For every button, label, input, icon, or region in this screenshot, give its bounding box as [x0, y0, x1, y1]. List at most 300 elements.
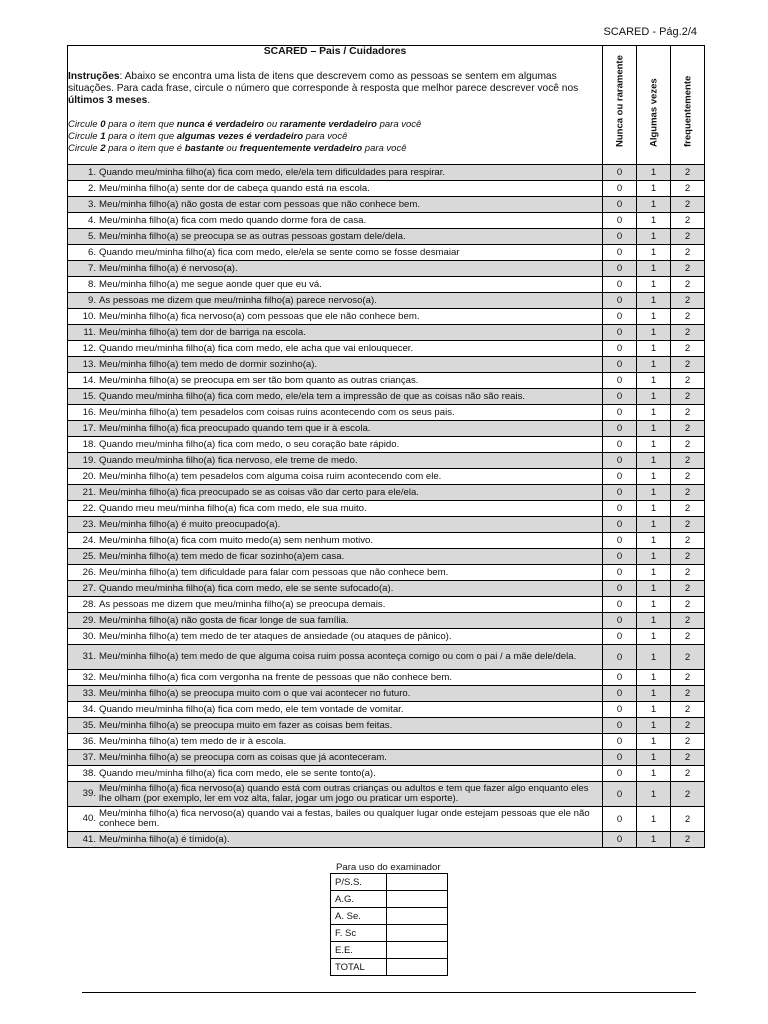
score-option-2[interactable]: 2 — [671, 389, 705, 405]
item-number: 27. — [82, 582, 96, 594]
item-label: Meu/minha filho(a) fica preocupado quando tem que ir à escola. — [99, 422, 371, 434]
score-option-0[interactable]: 0 — [603, 341, 637, 357]
item-label: Quando meu/minha filho(a) fica com medo, o seu coração bate rápido. — [99, 438, 400, 450]
item-number: 28. — [82, 598, 96, 610]
score-option-1[interactable]: 1 — [637, 437, 671, 453]
item-label: Meu/minha filho(a) fica com muito medo(a) sem nenhum motivo. — [99, 534, 374, 546]
scale-legend — [68, 119, 602, 155]
item-label: Meu/minha filho(a) tem dificuldade para falar com pessoas que não conhece bem. — [99, 566, 449, 578]
table-row — [68, 501, 705, 517]
score-option-1[interactable]: 1 — [637, 533, 671, 549]
score-option-0[interactable]: 0 — [603, 261, 637, 277]
score-option-1[interactable]: 1 — [637, 341, 671, 357]
item-text-cell — [68, 197, 603, 213]
item-content — [68, 600, 602, 610]
item-label: Quando meu/minha filho(a) fica com medo, ele tem vontade de vomitar. — [99, 703, 404, 715]
score-option-0[interactable]: 0 — [603, 702, 637, 718]
score-option-1[interactable]: 1 — [637, 629, 671, 645]
item-label: Meu/minha filho(a) tem medo de ficar sozinho(a)em casa. — [99, 550, 345, 562]
score-option-2[interactable]: 2 — [671, 807, 705, 832]
score-option-2[interactable]: 2 — [671, 734, 705, 750]
scale-line-1 — [68, 131, 602, 143]
score-option-0[interactable]: 0 — [603, 549, 637, 565]
item-label: Quando meu/minha filho(a) fica com medo, ele se sente sufocado(a). — [99, 582, 394, 594]
score-option-2[interactable]: 2 — [671, 832, 705, 848]
score-option-0[interactable]: 0 — [603, 734, 637, 750]
score-option-0[interactable]: 0 — [603, 421, 637, 437]
item-text-cell — [68, 670, 603, 686]
score-option-0[interactable]: 0 — [603, 165, 637, 181]
item-number: 23. — [82, 518, 96, 530]
item-label: As pessoas me dizem que meu/minha filho(a) se preocupa demais. — [99, 598, 386, 610]
table-row — [68, 245, 705, 261]
score-option-1[interactable]: 1 — [637, 229, 671, 245]
examiner-label: F. Sc — [331, 925, 387, 942]
item-text-cell — [68, 341, 603, 357]
score-option-0[interactable]: 0 — [603, 405, 637, 421]
scale-number: 0 — [100, 119, 106, 130]
column-label: Algumas vezes — [648, 78, 659, 147]
score-option-0[interactable]: 0 — [603, 213, 637, 229]
score-option-1[interactable]: 1 — [637, 357, 671, 373]
score-option-2[interactable]: 2 — [671, 565, 705, 581]
table-row — [68, 277, 705, 293]
item-label: Meu/minha filho(a) tem medo de dormir sozinho(a). — [99, 358, 318, 370]
table-row — [68, 517, 705, 533]
score-option-1[interactable]: 1 — [637, 645, 671, 670]
table-row — [68, 750, 705, 766]
score-option-2[interactable]: 2 — [671, 485, 705, 501]
score-option-0[interactable]: 0 — [603, 373, 637, 389]
item-text-cell — [68, 501, 603, 517]
scale-text: para você — [303, 131, 348, 142]
score-option-2[interactable]: 2 — [671, 645, 705, 670]
item-label: Quando meu/minha filho(a) fica com medo, ele/ela tem a impressão de que as coisas não são reais. — [99, 390, 526, 402]
score-option-1[interactable]: 1 — [637, 325, 671, 341]
examiner-row — [331, 942, 448, 959]
item-content — [68, 689, 602, 699]
item-number: 16. — [82, 406, 96, 418]
score-option-2[interactable]: 2 — [671, 686, 705, 702]
item-label: Meu/minha filho(a) fica com medo quando dorme fora de casa. — [99, 214, 367, 226]
score-option-1[interactable]: 1 — [637, 165, 671, 181]
score-option-1[interactable]: 1 — [637, 245, 671, 261]
item-number: 33. — [82, 687, 96, 699]
scale-text: para você — [362, 143, 407, 154]
score-option-0[interactable]: 0 — [603, 277, 637, 293]
score-option-2[interactable]: 2 — [671, 213, 705, 229]
item-content — [68, 344, 602, 354]
score-option-0[interactable]: 0 — [603, 645, 637, 670]
score-option-2[interactable]: 2 — [671, 309, 705, 325]
score-option-1[interactable]: 1 — [637, 501, 671, 517]
scale-emphasis: frequentemente verdadeiro — [239, 143, 363, 154]
item-content — [68, 784, 602, 804]
item-label: Meu/minha filho(a) fica nervoso(a) com pessoas que ele não conhece bem. — [99, 310, 420, 322]
instructions-paragraph — [68, 71, 602, 107]
score-option-0[interactable]: 0 — [603, 533, 637, 549]
score-option-1[interactable]: 1 — [637, 261, 671, 277]
score-option-1[interactable]: 1 — [637, 832, 671, 848]
score-option-2[interactable]: 2 — [671, 782, 705, 807]
table-row — [68, 581, 705, 597]
examiner-row — [331, 925, 448, 942]
table-row — [68, 373, 705, 389]
item-content — [68, 769, 602, 779]
item-content — [68, 568, 602, 578]
score-option-2[interactable]: 2 — [671, 405, 705, 421]
score-option-1[interactable]: 1 — [637, 405, 671, 421]
item-text-cell — [68, 165, 603, 181]
item-content — [68, 737, 602, 747]
score-option-2[interactable]: 2 — [671, 341, 705, 357]
item-text-cell — [68, 293, 603, 309]
examiner-label: TOTAL — [331, 959, 387, 976]
score-option-2[interactable]: 2 — [671, 261, 705, 277]
scale-emphasis: raramente verdadeiro — [279, 119, 377, 130]
examiner-score-field[interactable] — [387, 959, 448, 976]
scale-text: para você — [376, 119, 422, 130]
item-label: Quando meu/minha filho(a) fica nervoso, ele treme de medo. — [99, 454, 358, 466]
scale-text: para o item que é — [105, 143, 185, 154]
examiner-score-field[interactable] — [387, 925, 448, 942]
item-text-cell — [68, 565, 603, 581]
item-number: 39. — [82, 788, 96, 799]
score-option-0[interactable]: 0 — [603, 469, 637, 485]
item-number: 5. — [87, 230, 96, 242]
score-option-0[interactable]: 0 — [603, 766, 637, 782]
score-option-2[interactable]: 2 — [671, 421, 705, 437]
item-label: Meu/minha filho(a) fica nervoso(a) quando vai a festas, bailes ou qualquer lugar onde estejam pessoas que ele não conhece bem. — [99, 808, 590, 829]
scale-line-2 — [68, 143, 602, 155]
score-option-0[interactable]: 0 — [603, 832, 637, 848]
score-option-2[interactable]: 2 — [671, 165, 705, 181]
table-row — [68, 469, 705, 485]
score-option-0[interactable]: 0 — [603, 197, 637, 213]
item-label: Meu/minha filho(a) é muito preocupado(a). — [99, 518, 281, 530]
table-row — [68, 686, 705, 702]
item-number: 21. — [82, 486, 96, 498]
item-text-cell — [68, 325, 603, 341]
score-option-0[interactable]: 0 — [603, 629, 637, 645]
score-option-2[interactable]: 2 — [671, 702, 705, 718]
score-option-0[interactable]: 0 — [603, 245, 637, 261]
score-option-1[interactable]: 1 — [637, 517, 671, 533]
form-title: SCARED – Pais / Cuidadores — [263, 46, 407, 57]
item-text-cell — [68, 373, 603, 389]
item-text-cell — [68, 782, 603, 807]
score-option-0[interactable]: 0 — [603, 782, 637, 807]
table-row — [68, 165, 705, 181]
scale-emphasis: nunca é verdadeiro — [176, 119, 264, 130]
item-content — [68, 552, 602, 562]
item-label: Meu/minha filho(a) tem medo de ir à escola. — [99, 735, 287, 747]
score-option-1[interactable]: 1 — [637, 213, 671, 229]
score-option-1[interactable]: 1 — [637, 453, 671, 469]
score-option-2[interactable]: 2 — [671, 613, 705, 629]
score-option-1[interactable]: 1 — [637, 613, 671, 629]
item-number: 41. — [82, 833, 96, 845]
scale-emphasis: bastante — [184, 143, 224, 154]
examiner-label: P/S.S. — [331, 874, 387, 891]
score-option-1[interactable]: 1 — [637, 670, 671, 686]
scale-emphasis: algumas vezes é verdadeiro — [176, 131, 304, 142]
score-option-0[interactable]: 0 — [603, 597, 637, 613]
item-text-cell — [68, 437, 603, 453]
item-text-cell — [68, 357, 603, 373]
score-option-2[interactable]: 2 — [671, 245, 705, 261]
item-label: Quando meu/minha filho(a) fica com medo, ele se sente tonto(a). — [99, 767, 376, 779]
score-option-1[interactable]: 1 — [637, 421, 671, 437]
item-number: 35. — [82, 719, 96, 731]
item-label: Meu/minha filho(a) não gosta de estar com pessoas que não conhece bem. — [99, 198, 421, 210]
column-label: frequentemente — [682, 75, 693, 147]
item-content — [68, 328, 602, 338]
score-option-1[interactable]: 1 — [637, 549, 671, 565]
score-option-1[interactable]: 1 — [637, 293, 671, 309]
scale-text: Circule — [68, 119, 101, 130]
item-number: 1. — [87, 166, 96, 178]
examiner-score-field[interactable] — [387, 908, 448, 925]
score-option-1[interactable]: 1 — [637, 597, 671, 613]
table-row — [68, 629, 705, 645]
item-text-cell — [68, 645, 603, 670]
score-option-2[interactable]: 2 — [671, 197, 705, 213]
item-content — [68, 248, 602, 258]
score-option-1[interactable]: 1 — [637, 309, 671, 325]
examiner-label: E.E. — [331, 942, 387, 959]
table-row — [68, 437, 705, 453]
score-option-0[interactable]: 0 — [603, 357, 637, 373]
column-header-never — [603, 46, 637, 165]
table-row — [68, 405, 705, 421]
score-option-1[interactable]: 1 — [637, 702, 671, 718]
item-label: Meu/minha filho(a) sente dor de cabeça quando está na escola. — [99, 182, 370, 194]
item-text-cell — [68, 832, 603, 848]
score-option-0[interactable]: 0 — [603, 517, 637, 533]
item-text-cell — [68, 181, 603, 197]
score-option-1[interactable]: 1 — [637, 750, 671, 766]
table-header-row — [68, 46, 705, 165]
score-option-1[interactable]: 1 — [637, 581, 671, 597]
item-text-cell — [68, 421, 603, 437]
score-option-0[interactable]: 0 — [603, 293, 637, 309]
score-option-2[interactable]: 2 — [671, 373, 705, 389]
item-content — [68, 392, 602, 402]
examiner-row — [331, 959, 448, 976]
scale-text: Circule — [68, 131, 101, 142]
item-number: 3. — [87, 198, 96, 210]
score-option-2[interactable]: 2 — [671, 501, 705, 517]
score-option-0[interactable]: 0 — [603, 501, 637, 517]
score-option-2[interactable]: 2 — [671, 181, 705, 197]
item-content — [68, 652, 602, 662]
table-row — [68, 357, 705, 373]
examiner-score-field[interactable] — [387, 891, 448, 908]
table-row — [68, 229, 705, 245]
item-number: 29. — [82, 614, 96, 626]
score-option-2[interactable]: 2 — [671, 293, 705, 309]
item-content — [68, 440, 602, 450]
score-option-1[interactable]: 1 — [637, 197, 671, 213]
item-label: Meu/minha filho(a) tem dor de barriga na escola. — [99, 326, 306, 338]
item-text-cell — [68, 405, 603, 421]
score-option-1[interactable]: 1 — [637, 766, 671, 782]
scale-text: para o item que — [105, 131, 177, 142]
score-option-2[interactable]: 2 — [671, 597, 705, 613]
item-content — [68, 280, 602, 290]
score-option-1[interactable]: 1 — [637, 782, 671, 807]
score-option-2[interactable]: 2 — [671, 229, 705, 245]
score-option-2[interactable]: 2 — [671, 718, 705, 734]
score-option-0[interactable]: 0 — [603, 613, 637, 629]
item-number: 30. — [82, 630, 96, 642]
item-text-cell — [68, 750, 603, 766]
score-option-2[interactable]: 2 — [671, 517, 705, 533]
item-content — [68, 168, 602, 178]
examiner-label: A. Se. — [331, 908, 387, 925]
score-option-2[interactable]: 2 — [671, 469, 705, 485]
score-option-0[interactable]: 0 — [603, 670, 637, 686]
score-option-1[interactable]: 1 — [637, 565, 671, 581]
score-option-1[interactable]: 1 — [637, 469, 671, 485]
score-option-2[interactable]: 2 — [671, 453, 705, 469]
item-label: Meu/minha filho(a) tem medo de ter ataques de ansiedade (ou ataques de pânico). — [99, 630, 452, 642]
table-row — [68, 734, 705, 750]
table-row — [68, 597, 705, 613]
score-option-0[interactable]: 0 — [603, 181, 637, 197]
score-option-0[interactable]: 0 — [603, 325, 637, 341]
item-number: 12. — [82, 342, 96, 354]
score-option-0[interactable]: 0 — [603, 807, 637, 832]
item-label: Meu/minha filho(a) tem pesadelos com coisas ruins acontecendo com os seus pais. — [99, 406, 455, 418]
table-row — [68, 453, 705, 469]
score-option-0[interactable]: 0 — [603, 309, 637, 325]
score-option-0[interactable]: 0 — [603, 686, 637, 702]
scale-text: Circule — [68, 143, 101, 154]
table-row — [68, 565, 705, 581]
score-option-0[interactable]: 0 — [603, 229, 637, 245]
item-content — [68, 424, 602, 434]
item-label: Meu/minha filho(a) fica com vergonha na frente de pessoas que não conhece bem. — [99, 671, 453, 683]
score-option-2[interactable]: 2 — [671, 629, 705, 645]
item-content — [68, 835, 602, 845]
item-content — [68, 200, 602, 210]
item-label: Quando meu meu/minha filho(a) fica com medo, ele sua muito. — [99, 502, 367, 514]
examiner-row — [331, 874, 448, 891]
item-text-cell — [68, 734, 603, 750]
item-content — [68, 520, 602, 530]
item-number: 26. — [82, 566, 96, 578]
scale-number: 2 — [100, 143, 106, 154]
score-option-2[interactable]: 2 — [671, 670, 705, 686]
item-number: 25. — [82, 550, 96, 562]
examiner-label: A.G. — [331, 891, 387, 908]
score-option-1[interactable]: 1 — [637, 807, 671, 832]
examiner-score-field[interactable] — [387, 874, 448, 891]
score-option-1[interactable]: 1 — [637, 181, 671, 197]
table-row — [68, 718, 705, 734]
item-text-cell — [68, 261, 603, 277]
item-number: 19. — [82, 454, 96, 466]
score-option-2[interactable]: 2 — [671, 581, 705, 597]
score-option-1[interactable]: 1 — [637, 373, 671, 389]
score-option-2[interactable]: 2 — [671, 533, 705, 549]
score-option-1[interactable]: 1 — [637, 277, 671, 293]
item-content — [68, 632, 602, 642]
scale-text: ou — [263, 119, 280, 130]
score-option-2[interactable]: 2 — [671, 750, 705, 766]
table-row — [68, 645, 705, 670]
table-row — [68, 832, 705, 848]
item-label: Quando meu/minha filho(a) fica com medo, ele/ela tem dificuldades para respirar. — [99, 166, 446, 178]
examiner-row — [331, 908, 448, 925]
item-text-cell — [68, 469, 603, 485]
instructions-emphasis: últimos 3 meses — [68, 95, 148, 106]
item-number: 22. — [82, 502, 96, 514]
score-option-1[interactable]: 1 — [637, 718, 671, 734]
item-label: Meu/minha filho(a) tem pesadelos com alguma coisa ruim acontecendo com ele. — [99, 470, 442, 482]
page-header: SCARED - Pág.2/4 — [603, 26, 697, 38]
item-label: Meu/minha filho(a) não gosta de ficar longe de sua família. — [99, 614, 349, 626]
item-content — [68, 360, 602, 370]
score-option-1[interactable]: 1 — [637, 389, 671, 405]
table-row — [68, 213, 705, 229]
score-option-0[interactable]: 0 — [603, 718, 637, 734]
table-row — [68, 421, 705, 437]
item-content — [68, 296, 602, 306]
item-content — [68, 488, 602, 498]
score-option-0[interactable]: 0 — [603, 485, 637, 501]
item-label: Meu/minha filho(a) tem medo de que alguma coisa ruim possa aconteça comigo ou com o pai / a mãe dele/dela. — [99, 651, 577, 662]
score-option-2[interactable]: 2 — [671, 277, 705, 293]
table-row — [68, 341, 705, 357]
examiner-body — [331, 874, 448, 976]
score-option-2[interactable]: 2 — [671, 357, 705, 373]
score-option-0[interactable]: 0 — [603, 437, 637, 453]
item-label: Meu/minha filho(a) se preocupa se as outras pessoas gostam dele/dela. — [99, 230, 406, 242]
item-number: 13. — [82, 358, 96, 370]
item-text-cell — [68, 613, 603, 629]
score-option-0[interactable]: 0 — [603, 565, 637, 581]
score-option-2[interactable]: 2 — [671, 549, 705, 565]
score-option-1[interactable]: 1 — [637, 686, 671, 702]
score-option-0[interactable]: 0 — [603, 389, 637, 405]
score-option-1[interactable]: 1 — [637, 734, 671, 750]
item-text-cell — [68, 309, 603, 325]
score-option-2[interactable]: 2 — [671, 325, 705, 341]
item-number: 20. — [82, 470, 96, 482]
score-option-0[interactable]: 0 — [603, 453, 637, 469]
table-row — [68, 197, 705, 213]
item-text-cell — [68, 229, 603, 245]
item-number: 9. — [87, 294, 96, 306]
score-option-2[interactable]: 2 — [671, 437, 705, 453]
item-number: 34. — [82, 703, 96, 715]
score-option-0[interactable]: 0 — [603, 750, 637, 766]
scale-line-0 — [68, 119, 602, 131]
score-option-2[interactable]: 2 — [671, 766, 705, 782]
score-option-1[interactable]: 1 — [637, 485, 671, 501]
table-row — [68, 766, 705, 782]
item-number: 38. — [82, 767, 96, 779]
table-row — [68, 309, 705, 325]
score-option-0[interactable]: 0 — [603, 581, 637, 597]
item-text-cell — [68, 807, 603, 832]
examiner-score-field[interactable] — [387, 942, 448, 959]
item-number: 8. — [87, 278, 96, 290]
item-number: 7. — [87, 262, 96, 274]
